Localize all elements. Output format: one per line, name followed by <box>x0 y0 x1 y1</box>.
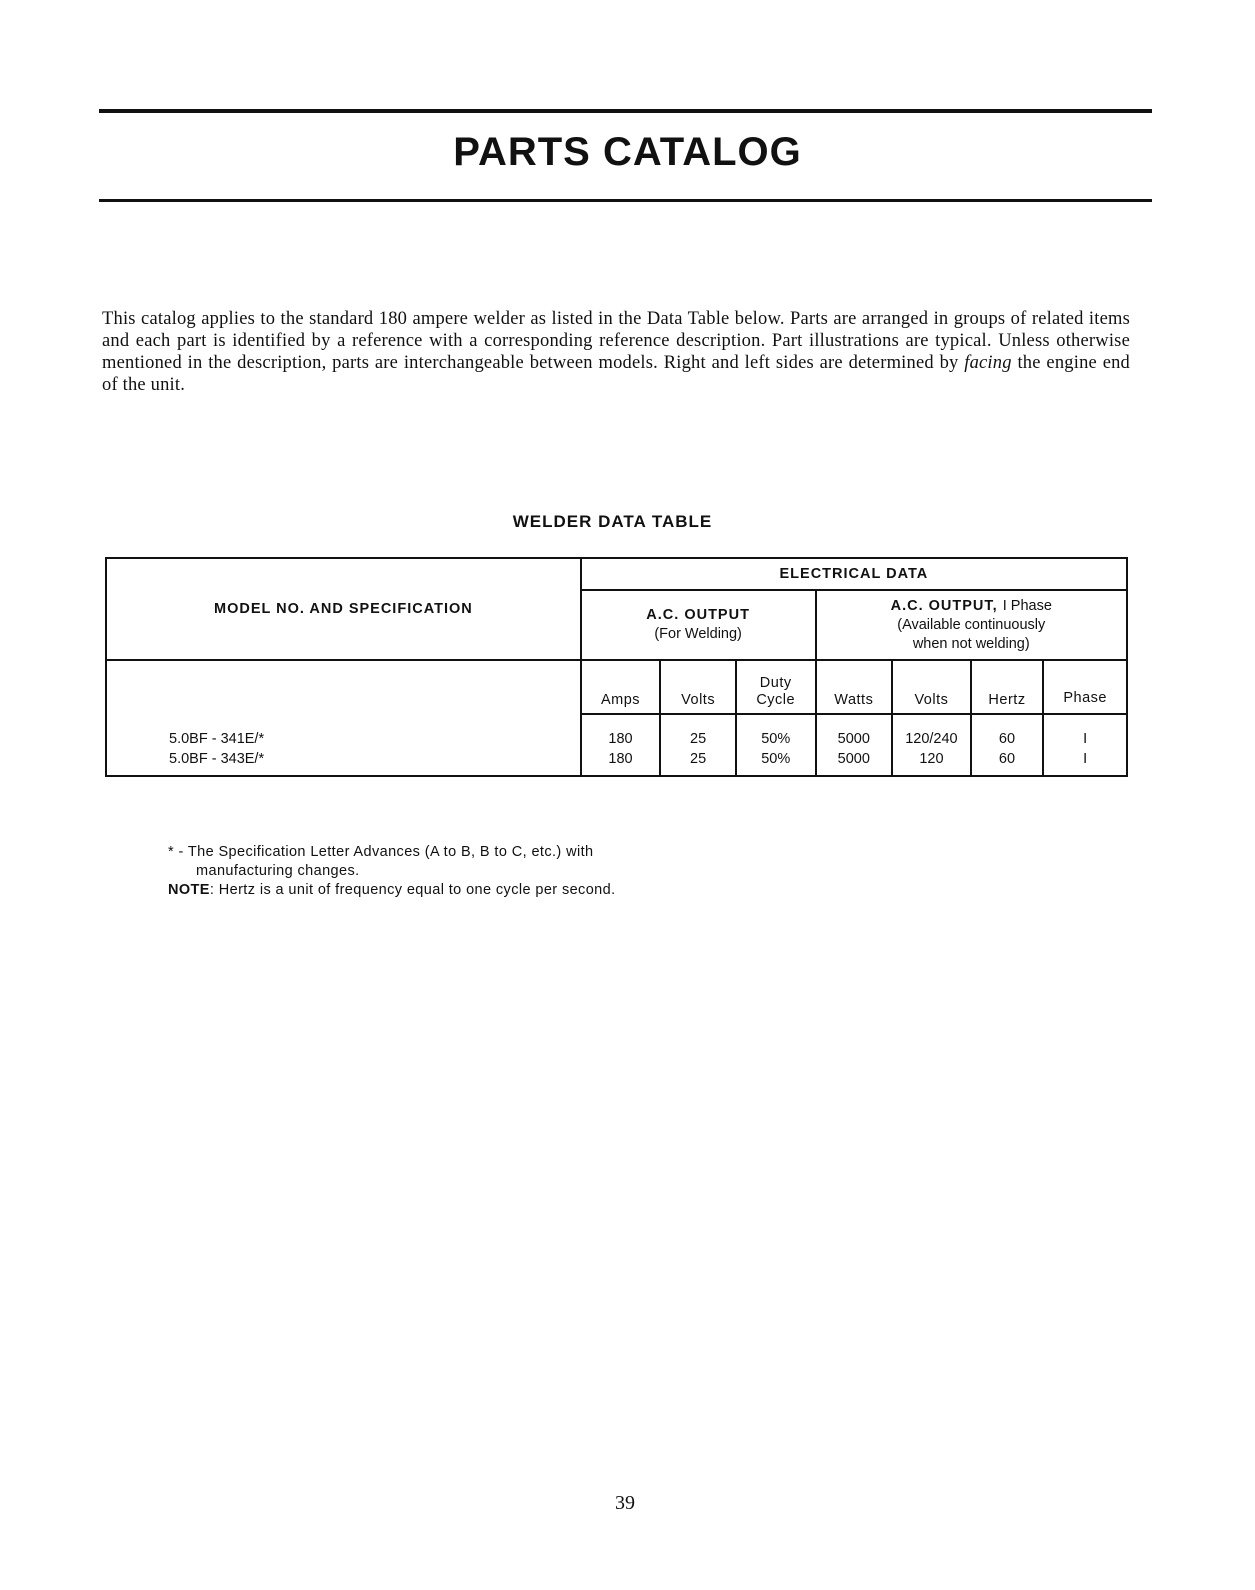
duty-cell <box>736 714 816 776</box>
intro-paragraph <box>102 308 1130 396</box>
note-label: NOTE <box>168 882 210 898</box>
hertz-cell <box>971 714 1044 776</box>
page-title: PARTS CATALOG <box>453 130 802 174</box>
table-title: WELDER DATA TABLE <box>512 512 713 531</box>
ac-output-continuous-subtitle1: (Available continuously <box>897 616 1046 633</box>
ac-output-continuous-header <box>816 590 1127 660</box>
phase-cell <box>1043 714 1127 776</box>
col-header-duty-cycle <box>736 660 816 714</box>
watts-row-1: 5000 <box>837 731 870 747</box>
col-header-volts: Volts <box>660 660 736 714</box>
hertz-row-2: 60 <box>998 751 1016 767</box>
hertz-row-1: 60 <box>998 731 1016 747</box>
intro-emphasis: facing <box>964 353 1012 373</box>
col-header-hertz: Hertz <box>971 660 1044 714</box>
intro-text-part1: This catalog applies to the standard 180 ampere welder as listed in the Data Table below. Parts are arranged in groups of related items and each part is identified by a reference with a corresponding reference description. Part illustrations are typical. Unless otherwise mentioned in the description, parts are interchangeable between models. Right and left sides are determined by <box>102 309 1130 373</box>
footnote-line-1: * - The Specification Letter Advances (A to B, B to C, etc.) with <box>168 844 594 860</box>
duty-row-2: 50% <box>761 751 791 767</box>
col-header-amps: Amps <box>581 660 661 714</box>
ac-output-welding-subtitle: (For Welding) <box>654 626 742 642</box>
note-text: : Hertz is a unit of frequency equal to one cycle per second. <box>209 882 616 898</box>
volts2-cell <box>892 714 971 776</box>
model-row-2: 5.0BF - 343E/* <box>169 751 265 767</box>
volts-cell <box>660 714 736 776</box>
model-header: MODEL NO. AND SPECIFICATION <box>106 558 581 660</box>
col-header-duty: Duty <box>759 675 792 691</box>
volts2-row-2: 120 <box>919 751 944 767</box>
ac-output-continuous-subtitle2: when not welding) <box>912 635 1030 652</box>
table-notes <box>168 843 768 900</box>
col-header-phase: Phase <box>1043 660 1127 714</box>
welder-data-table <box>105 557 1128 777</box>
col-header-cycle: Cycle <box>756 692 796 708</box>
volts2-row-1: 120/240 <box>905 731 958 747</box>
amps-cell <box>581 714 661 776</box>
phase-row-2: I <box>1083 751 1088 767</box>
title-bottom-rule <box>99 199 1152 202</box>
amps-row-1: 180 <box>608 731 633 747</box>
note-line <box>168 881 768 900</box>
model-row-1: 5.0BF - 341E/* <box>169 731 265 747</box>
ac-output-continuous-title: A.C. OUTPUT, <box>890 597 1003 614</box>
electrical-data-header: ELECTRICAL DATA <box>581 558 1127 590</box>
volts-row-2: 25 <box>690 751 707 767</box>
footnote-line-2: manufacturing changes. <box>196 863 360 879</box>
phase-row-1: I <box>1083 731 1088 747</box>
duty-row-1: 50% <box>761 731 791 747</box>
watts-row-2: 5000 <box>837 751 870 767</box>
intro-text-part2: the engine end of the unit. <box>102 353 1130 395</box>
watts-cell <box>816 714 893 776</box>
amps-row-2: 180 <box>608 751 633 767</box>
ac-output-welding-title: A.C. OUTPUT <box>646 607 750 623</box>
ac-output-continuous-phase: I Phase <box>1002 597 1052 614</box>
col-header-volts2: Volts <box>892 660 971 714</box>
col-header-watts: Watts <box>816 660 893 714</box>
top-rule <box>99 109 1152 113</box>
model-list-cell <box>106 660 581 776</box>
volts-row-1: 25 <box>690 731 707 747</box>
ac-output-welding-header <box>581 590 816 660</box>
page-number: 39 <box>615 1492 635 1514</box>
